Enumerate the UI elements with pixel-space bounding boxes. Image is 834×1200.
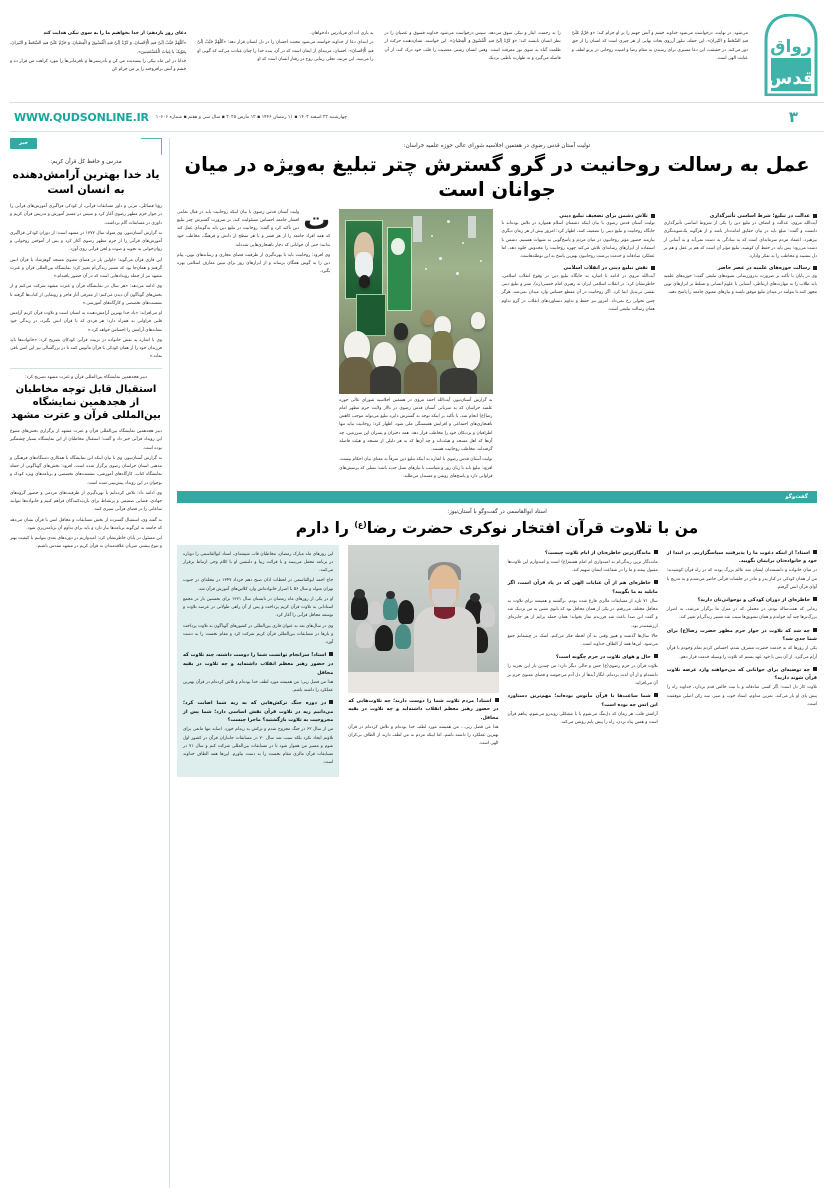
subhead-2-title: نقش تبلیغ دینی در انقلاب اسلامی — [563, 265, 648, 272]
logo-block[interactable] — [758, 8, 824, 102]
page-number: ۳ — [788, 108, 798, 126]
sidebar-article1-kicker: مدرس و حافظ کل قرآن کریم: — [50, 159, 122, 165]
sidebar-article2-p4: به گفته وی، استقبال گسترده از بخش مسابقات و محافل انس با قرآن نشان می‌دهد که جامعه به این‌گونه برنامه‌ها نیاز دارد و باید برای تداوم آن برنامه‌ریزی شود. — [10, 517, 162, 531]
sidebar-article1-headline: یاد خدا بهترین آرامش‌دهنده به انسان است — [12, 168, 160, 196]
article-main-col-4 — [664, 209, 817, 484]
interview-mid-q-2 — [508, 579, 658, 596]
subhead-1 — [502, 213, 655, 219]
bullet-icon — [651, 214, 655, 218]
subhead-3-text: آیت‌الله مروی، عدالت و انصاف در تبلیغ دین را یکی از شروط اساسی تأثیرگذاری دانست و گفت: مبلغ باید در بیان حقایق امانت‌دار باشد و از هرگونه یک‌سویه‌نگری بپرهیزد. اعتماد مردم سرمایه‌ای است که به سادگی به دست نمی‌آید و به آسانی از دست می‌رود؛ پس باید در حفظ آن کوشید. تبلیغ مؤثر آن است که هم بر عقل و هم بر دل بنشیند و مخاطب را به تفکر وادارد. — [663, 221, 817, 260]
interview-mid-q-3-text: حال و هوای تلاوت در حرم چگونه است؟ — [555, 654, 651, 661]
folio-bar — [10, 102, 824, 132]
assembly-hall-image — [339, 209, 492, 394]
prayer-paragraph-2: به یاری ات ای فریادرس دادخواهان. — [310, 31, 374, 36]
subhead-4 — [664, 265, 817, 271]
interview-right-q-1 — [348, 697, 498, 723]
interview-pullquote-title — [183, 651, 333, 677]
interview-q-2 — [667, 596, 817, 605]
dropcap: ت — [303, 204, 331, 236]
svg-text:قدس: قدس — [767, 68, 815, 89]
ravagh-qods-logo-icon[interactable] — [763, 14, 819, 96]
bullet-icon — [654, 580, 658, 584]
headline-part-1: من با تلاوت قرآن افتخار نوکری حضرت رضا — [366, 519, 699, 538]
folio-date: چهارشنبه ۲۲ اسفند ۱۴۰۳ ▪ ۱۱ رمضان ۱۴۴۶ ▪ ۱۲ مارس ۲۰۲۵ ▪ سال سی و هفتم ▪ شماره ۱۰۶۰۶ — [155, 114, 348, 120]
sidebar-article1-p3: این قاری قرآن می‌گوید: «اولین بار در فضای معنوی مسجد گوهرشاد با قرآن انس گرفتم و همان‌جا بود که مسیر زندگی‌ام تغییر کرد؛ نمایشگاه بین‌المللی قرآن و عترت مشهد نیز از جمله رویدادهایی است که در آن حضور یافته‌ام.» — [10, 257, 162, 280]
interview-intro-1: این روزهای ماه مبارک رمضان، مخاطبان قاب شیشه‌ای، استاد ابوالقاسمی را دوباره در برنامه محفل می‌بینند و با قرائت زیبا و دلنشین او با کلام وحی ارتباط برقرار می‌کنند. — [183, 551, 334, 574]
sidebar-article1-p4: وی ادامه می‌دهد: «هر سال در نمایشگاه قرآن و عترت مشهد شرکت می‌کنم و از بخش‌های گوناگون آن دیدن می‌کنم؛ از معرفی آثار فاخر و رونمایی از کتاب‌ها گرفته تا نشست‌های تخصصی و کارگاه‌های آموزشی.» — [10, 284, 162, 306]
interview-right-q-1-text: استاد! مردم تلاوت شما را دوست دارند؛ چه تلاوت‌هایی که در حضور رهبر معظم انقلاب داشته‌اید و چه تلاوت در بقیه محافل. — [348, 697, 499, 721]
interview-a-1: در میان خانواده و دانشمندان ایشان سه عالم بزرگ بودند که در راه قرآن کوشیدند؛ من از همان کودکی در کنار پدر و مادر در جلسات قرآنی حاضر می‌شدم و به تدریج با آوای قرآن انس گرفتم. — [666, 568, 817, 590]
section-chip-khabar: خبر — [10, 138, 37, 149]
sidebar-article2-p2: به گزارش آستان‌نیوز، وی با بیان اینکه این نمایشگاه با همکاری دستگاه‌های فرهنگی و مذهبی استان خراسان رضوی برگزار شده است، افزود: بخش‌های گوناگونی از جمله نمایشگاه کتاب، کارگاه‌های آموزشی، نشست‌های تخصصی و برنامه‌های ویژه کودک و نوجوان در این رویداد پیش‌بینی شده است. — [10, 455, 162, 486]
article-interview-columns — [177, 545, 817, 777]
corner-decoration-icon — [141, 138, 162, 155]
article-main-kicker: تولیت آستان قدس رضوی در هفتمین اجلاسیه شورای عالی حوزه علمیه خراسان: — [403, 143, 591, 149]
prayer-col-3 — [385, 30, 561, 102]
interview-q-4 — [667, 666, 817, 683]
interview-col-4 — [667, 545, 817, 777]
bullet-icon — [813, 214, 817, 218]
article-main-body-1: به گزارش آستان‌نیوز، آیت‌الله احمد مروی در هفتمین اجلاسیه شورای عالی حوزه علمیه خراسان که به میزبانی آستان قدس رضوی در تالار ولایت حرم مطهر امام رضا(ع) انجام شد، با تأکید بر اینکه توجه به گسترش دایره تبلیغ می‌تواند موجب کاهش ناهنجاری‌های اجتماعی و افزایش همبستگی ملی شود، اظهار کرد: روحانیت نباید تنها اطرافیان و نزدیکان خود را مخاطب قرار دهد. همه دختران و پسران این سرزمین، چه آن‌ها که اهل مسجد و هیئت‌اند و چه آن‌ها که به هر دلیلی از مسجد و هیئت فاصله گرفته‌اند، مخاطب روحانیت هستند. — [339, 397, 493, 453]
ostad-abolghasemi-photo — [348, 545, 498, 693]
prayer-paragraph-1: خدایا در این ماه نیکی را پسندیده من کن و نادرستی‌ها و نافرمانی‌ها را مورد کراهت من قرار ده و خشم و آتش برافروخته را بر من حرام کن — [10, 58, 187, 73]
interview-q-2-text: خاطره‌ای از دوران کودکی و نوجوانی‌تان دارید؟ — [697, 597, 810, 604]
ostad-abolghasemi-image — [348, 545, 498, 693]
interview-col-1 — [177, 545, 339, 777]
bullet-icon — [654, 654, 658, 658]
interview-right-a-1: هذا من فضل ربی... من همیشه مورد لطف خدا بوده‌ام و تلاش کرده‌ام در قرآن بهترین عملکرد را داشته باشم، اما اینکه مردم به من لطف دارند از الطاف بی‌کران الهی است. — [348, 724, 499, 747]
subhead-4-text: وی در پایان با تأکید بر ضرورت به‌روزرسانی شیوه‌های تبلیغی گفت: حوزه‌های علمیه باید طلاب را به مهارت‌های ارتباطی، آشنایی با علوم انسانی و تسلط بر ابزارهای نوین مجهز کنند تا بتوانند در میدان تبلیغ موفق باشند و نیازهای معنوی جامعه را پاسخ دهند. — [663, 273, 817, 296]
sidebar-article2-p3: وی ادامه داد: تلاش کرده‌ایم با بهره‌گیری از ظرفیت‌های مردمی و حضور گروه‌های جهادی، فضایی صمیمی و پرنشاط برای بازدیدکنندگان فراهم کنیم و خانواده‌ها بتوانند ساعاتی را در فضای قرآنی سپری کنند. — [10, 490, 162, 513]
interview-mid-q-4 — [508, 692, 658, 709]
article-main-col-3 — [502, 209, 655, 484]
interview-q-3 — [667, 627, 817, 644]
article-interview-headline — [177, 518, 817, 538]
headline-part-2: را دارم — [295, 519, 349, 538]
bullet-icon — [813, 628, 817, 632]
sidebar — [10, 138, 170, 1188]
main-content — [177, 138, 824, 1188]
prayer-paragraph-3: در ابتدای دعا از خداوند خواسته می‌شود محبت احسان را در دل انسان قرار دهد: «اَللّهُمَّ حَبِّبْ اِلَیَّ فیهِ الْاِحْسانَ». احسان، مرتبه‌ای از ایمان است که در آن، بنده خدا را چنان عبادت می‌کند که گویی او را می‌بیند. این مرتبه، تجلی زیبایی روح در رفتار انسان است که او — [197, 40, 374, 62]
subhead-3 — [664, 213, 817, 219]
site-url[interactable]: WWW.QUDSONLINE.IR — [14, 110, 149, 124]
interview-right-q-2-text: در دوره جنگ ترکش‌هایی که به ریه شما اصابت کرد؛ می‌دانیم ریه در تلاوت قرآن نقش اساسی دارد؛ شما پس از مجروحیت به تلاوت بازگشتید؟ ماجرا چیست؟ — [183, 700, 334, 724]
interview-q-1-text: استاد! از اینکه دعوت ما را پذیرفتید سپاسگزاریم. در ابتدا از خود و خانواده‌تان برایمان بگویید. — [666, 549, 817, 565]
headline-honorific: (ع) — [354, 520, 367, 530]
prayer-col-4 — [572, 30, 748, 102]
prayer-arabic: «اَللّهُمَّ حَبِّبْ اِلَیَّ فیهِ الْاِحْسانَ، وَ کَرِّهْ اِلَیَّ فیهِ الْفُسُوقَ وَ الْعِصْیانَ، وَ حَرِّمْ عَلَیَّ فیهِ السَّخَطَ وَ النّیرانَ، بِعَوْنِکَ یا غِیاثَ الْمُسْتَغیثینَ». — [10, 41, 187, 55]
interview-mid-a-1: مانده‌گار ترین زندگی‌ام به امیدواری ام امام هشتم(ع) است و امیدوارم این تلاوت‌ها مقبول بیفتد و ما را در شفاعت ایشان سهیم کند. — [507, 559, 658, 573]
interview-col-2 — [348, 545, 498, 777]
bullet-icon — [329, 652, 333, 656]
masthead — [0, 0, 834, 102]
bullet-icon — [813, 550, 817, 554]
article-main-lead — [177, 204, 331, 250]
article-main-lead-text: ولیت آستان قدس رضوی با بیان اینکه روحانیت باید در قبال تمامی اقشار جامعه احساس مسئولیت کند، بر ضرورت گسترش چتر تبلیغ دین تأکید کرد و گفت: روحانیت در تبلیغ دین باید به‌گونه‌ای عمل کند که همه افراد جامعه را از هر قشر و با هر سطح از دانش و فرهنگ، مخاطب خود بدانند؛ حتی آن جوانانی که دچار ناهنجاری‌هایی شده‌اند. — [177, 209, 331, 248]
subhead-1-title: تلاش دشمن برای تضعیف تبلیغ دینی — [559, 212, 648, 219]
interview-intro-4: وی در سال‌های بعد به عنوان قاری بین‌المللی در کشورهای گوناگون به تلاوت پرداخت و بارها در مسابقات بین‌المللی قرآن کریم شرکت کرد و مقام نخست را به دست آورد. — [183, 623, 334, 646]
person-collar — [434, 607, 455, 619]
interview-mid-a-3: تلاوت قرآن در حرم رضوی(ع) حس و حالی دیگر دارد؛ من چندین بار این تجربه را داشته‌ام و از آن لذت برده‌ام. انگار آیه‌ها از دل آدم می‌جوشد و فضای معنوی حرم بر آن می‌افزاید. — [507, 664, 658, 686]
interview-mid-q-3 — [508, 653, 658, 662]
section-chip-goftogoo — [177, 491, 817, 503]
interview-q-1 — [667, 549, 817, 566]
sidebar-article1-p1: رؤیا فضائلی، مربی و داور مسابقات قرآنی، از کودکی فراگیری آموزش‌های قرآنی را در جوار حرم مطهر رضوی آغاز کرد و سپس در مسیر آموزش و تدریس قرآن کریم و داوری در مسابقات گام برداشت. — [10, 204, 162, 226]
sidebar-article2-p5: این مسئول در پایان خاطرنشان کرد: امیدواریم در دوره‌های بعدی بتوانیم با کیفیت بهتر و تنوع بیشتر، میزبان علاقه‌مندان به قرآن کریم در مشهد مقدس باشیم. — [10, 536, 162, 550]
article-interview — [177, 491, 817, 776]
article-main — [177, 138, 817, 483]
bullet-icon — [654, 550, 658, 554]
bullet-icon — [813, 597, 817, 601]
prayer-col-2 — [197, 30, 373, 102]
article-main-col-1 — [177, 204, 331, 484]
page-body — [10, 138, 824, 1188]
article-main-body-3: وی افزود: روحانیت باید با بهره‌گیری از ظرفیت فضای مجازی و رسانه‌های نوین، پیام دین را به گوش همگان برساند و از ابزارهای روز برای تبیین معارف اسلامی بهره بگیرد. — [177, 252, 331, 275]
prayer-title: دعای روز یازدهم: از خدا بخواهیم ما را به سوی نیکی هدایت کند — [43, 31, 187, 36]
prayer-paragraph-4: را به رحمت، ایثار و نیکی سوق می‌دهد. سپس درخواست می‌شود خداوند فسوق و عصیان را در نظر انسان نایسند کند: «وَ کَرِّهْ اِلَیَّ فیهِ الْفُسُوقَ وَ الْعِصْیانَ». این خواسته، نشان‌دهنده حرکت از ظلمت گناه به سوی نور معرفت است. وقتی انسان زشتی معصیت را قلب خود درک کند، از آن فاصله می‌گیرد و به طهارت باطنی نزدیک — [384, 31, 561, 61]
interview-mid-a-2: سال ۷۱ تازه از مسابقات مالزی فارغ شده بودم. برگشته و همیشه برای تلاوت به محافل مختلف می‌رفتم. در یکی از همان محافل بود که بانوی مسن به من نزدیک شد و گفت این صدا باعث شد فرزندم نماز بخواند؛ همان جمله برایم از هر جایزه‌ای ارزشمندتر بود. — [507, 598, 658, 629]
interview-mid-q-2-text: خاطره‌ای هم از آن عنایات الهی که در یاد قرآن است، اگر مایلید به ما بگویید؟ — [507, 580, 658, 595]
assembly-hall-photo — [339, 209, 492, 394]
sidebar-article1-p5: او می‌افزاید: «یاد خدا بهترین آرامش‌دهنده به انسان است و تلاوت قرآن کریم آرامش قلبی فراوانی به همراه دارد؛ هر فردی که با قرآن انس بگیرد، در زندگی خود نشانه‌های آرامش را احساس خواهد کرد.» — [10, 311, 162, 333]
interview-mid-a-4: آرامش قلب. هر زمان که دل‌تنگ می‌شوم یا با مشکلی روبه‌رو می‌شوم، پناهم قرآن است و همین پناه بردن، راه را پیش پایم روشن می‌کند. — [507, 711, 658, 726]
bullet-icon — [813, 266, 817, 270]
interview-mid-q-4-text: شما ساعت‌ها با قرآن مأنوس بوده‌اید؛ مهم‌ترین دستاورد این انس چه بوده است؟ — [507, 693, 658, 708]
subhead-2 — [502, 265, 655, 271]
interview-q-4-text: چه توصیه‌ای برای جوانانی که می‌خواهند وارد عرصه تلاوت قرآن شوند دارید؟ — [666, 666, 817, 682]
prayer-paragraph-5: می‌شود. در نهایت، درخواست می‌شود خداوند خشم و آتش جهنم را بر او حرام کند: «وَ حَرِّمْ عَلَیَّ فیهِ السَّخَطَ وَ النّیرانَ». این جمله، تبلور آرزوی نجات نهایی از هر چیزی است که انسان را از حق دور می‌کند. در حقیقت، این دعا مسیری برای رسیدن به مقام رضا و امنیت روحانی در پرتو لطف و عنایت الهی است. — [571, 31, 748, 61]
interview-right-q-2 — [183, 699, 333, 725]
interview-mid-q-1 — [508, 549, 658, 558]
sidebar-article1-p6: وی با اشاره به نقش خانواده در تربیت قرآنی کودکان تصریح کرد: «خانواده‌ها باید فرزندان خود را از همان کودکی با قرآن مأنوس کنند تا در بزرگسالی نیز این انس باقی بماند.» — [10, 337, 162, 360]
subhead-3-title: عدالت در تبلیغ؛ شرط اساسی تأثیرگذاری — [709, 212, 810, 219]
sidebar-article1-p2: به گزارش آستان‌نیوز، وی متولد سال ۱۳۷۷ در مشهد است؛ از دوران کودکی فراگیری آموزش‌های قرآنی را از حرم مطهر رضوی آغاز کرد و پس از آموختن روخوانی و روان‌خوانی به تجوید و صوت و لحن قرآنی روی آورد. — [10, 230, 162, 253]
interview-a-3: یکی از روزها که به خدمت حضرت مشرف شدم، احساس کردم تمام وجودم با قرآن آرام می‌گیرد. از آن پس با خود عهد بستم که تلاوت را وسیله خدمت قرار دهم. — [666, 646, 817, 660]
interview-a-4: تلاوت کار دل است؛ اگر کسی صادقانه و با نیت خالص قدم بردارد، خداوند راه را پیش پای او باز می‌کند. تمرین مداوم، استاد خوب و صبر، سه رکن اصلی موفقیت است. — [666, 685, 817, 707]
bullet-icon — [654, 693, 658, 697]
sidebar-divider — [10, 368, 162, 369]
bullet-icon — [329, 700, 333, 704]
folio-right — [14, 111, 347, 124]
prayer-col-1 — [10, 30, 186, 102]
subhead-1-text: تولیت آستان قدس رضوی با بیان اینکه دشمنان اسلام همواره در تلاش بوده‌اند تا جایگاه روحانیت و تبلیغ دینی را تضعیف کنند، اظهار کرد: امروز بیش از هر زمان دیگری نیازمند حضور مؤثر روحانیون در میان مردم و پاسخ‌گویی به شبهات هستیم. دشمن با استفاده از ابزارهای رسانه‌ای تلاش می‌کند چهره روحانیت را مخدوش جلوه دهد، اما عملکرد صادقانه و خدمت بی‌منت روحانیون بهترین پاسخ به این توطئه‌هاست. — [501, 221, 655, 260]
interview-a-2: زمانی که هفت‌ساله بودم، در محفلی که در منزل ما برگزار می‌شد، به اصرار بزرگ‌ترها چند آیه خواندم و همان تشویق‌ها سبب شد مسیر زندگی‌ام تغییر کند. — [666, 607, 817, 621]
interview-col-3 — [508, 545, 658, 777]
sidebar-article2-kicker: دبیر هجدهمین نمایشگاه بین‌المللی قرآن و عترت مشهد تصریح کرد: — [25, 374, 147, 380]
interview-intro-3: او در یکی از روزهای ماه رمضان در تابستان سال ۱۳۶۱ برای نخستین بار در مجمع استادانی به تلاوت قرآن کریم پرداخت و پس از آن راهی طولانی در عرصه تلاوت و توسعه محافل قرآنی را آغاز کرد. — [183, 596, 334, 619]
interview-right-a-2: من از سال ۶۲ در جنگ مجروح شدم و ترکش به ریه‌ام خورد. اصابه تنها مانعی برای تلاوتم ایجاد نکرد بلکه سبب شد سال ۷۰ در مسابقات جانبازان قرآن در کشور اول شوم و مسیر من هموار شود تا در مسابقات بین‌المللی شرکت کنم و سال ۷۱ در مسابقات قرآن مالزی مقام نخست را به دست بیاورم. این‌ها همه الطاف خداوند است. — [183, 727, 334, 766]
interview-pullquote-text: هذا من فضل ربی؛ من همیشه مورد لطف خدا بوده‌ام و تلاش کرده‌ام در قرآن بهترین عملکرد را داشته باشم. — [183, 679, 334, 693]
bullet-icon — [651, 266, 655, 270]
interview-pullquote-title-text: استاد! سرانجام توانست شما را دوست داشته، چند تلاوت که در حضور رهبر معظم انقلاب داشته‌اید و چه تلاوت در بقیه محافل — [183, 652, 334, 676]
article-main-body-2: تولیت آستان قدس رضوی با اشاره به اینکه تبلیغ دین صرفاً به معنای بیان احکام نیست، افزود: تبلیغ باید با زبان روز و متناسب با نیازهای نسل جدید باشد؛ نسلی که پرسش‌های فراوانی دارد و پاسخ‌های روشن و مستدل می‌طلبد. — [339, 457, 493, 479]
sidebar-article2-p1: دبیر هجدهمین نمایشگاه بین‌المللی قرآن و عترت مشهد از برگزاری بخش‌های متنوع این رویداد قرآنی خبر داد و گفت: استقبال مخاطبان از این نمایشگاه بسیار چشمگیر بوده است. — [10, 429, 162, 451]
article-main-col-2 — [339, 209, 492, 484]
article-main-headline: عمل به رسالت روحانیت در گرو گسترش چتر تبلیغ به‌ویژه در میان جوانان است — [184, 153, 810, 202]
interview-intro-2: حاج احمد ابوالقاسمی در لحظات اذان صبح دهم خرداد ۱۳۴۷ در محله‌ای در جنوب تهران متولد و سال ۵۶ با اصرار خانواده‌اش وارد کلاس‌های آموزش قرآن شد. — [183, 578, 334, 592]
subhead-2-text: آیت‌الله مروی در ادامه با اشاره به جایگاه تبلیغ دین در وقوع انقلاب اسلامی، خاطرنشان کرد: در انقلاب اسلامی ایران به رهبری امام خمینی(ره)، منبر و تبلیغ دینی نقشی بی‌بدیل ایفا کرد. اگر روحانیت در آن مقطع حساس وارد میدان نمی‌شد، هرگز چنین تحولی رخ نمی‌داد. امروز نیز حفظ و تداوم دستاوردهای انقلاب در گرو تداوم همان رسالت تبلیغی است. — [501, 273, 655, 312]
sidebar-article2-headline: استقبال قابل توجه مخاطبان از هجدهمین نمایشگاه بین‌المللی قرآن و عترت مشهد — [11, 383, 161, 421]
article-interview-kicker: استاد ابوالقاسمی در گفت‌وگو با آستان‌نیوز: — [447, 509, 547, 516]
masthead-prayer-columns — [10, 8, 748, 102]
subhead-4-title: رسالت حوزه‌های علمیه در عصر حاضر — [717, 265, 810, 272]
bullet-icon — [813, 667, 817, 671]
bullet-icon — [495, 698, 499, 702]
interview-mid-q-1-text: ماندگارترین خاطره‌تان از ایام تلاوت چیست؟ — [544, 549, 651, 556]
person-desk — [348, 672, 498, 693]
interview-mid-a-2b: حالا سال‌ها گذشته و هنوز وقتی به آن لحظه فکر می‌کنم، اشک در چشمانم جمع می‌شود. این‌ها همه از الطاف خداوند است. — [507, 633, 658, 648]
svg-text:رواق: رواق — [770, 37, 812, 57]
article-main-columns — [177, 204, 817, 484]
section-chip-label: گفت‌وگو — [785, 494, 808, 501]
interview-q-3-text: چه شد که تلاوت در جوار حرم مطهر حضرت رضا(ع) برای شما جدی شد؟ — [666, 627, 817, 643]
